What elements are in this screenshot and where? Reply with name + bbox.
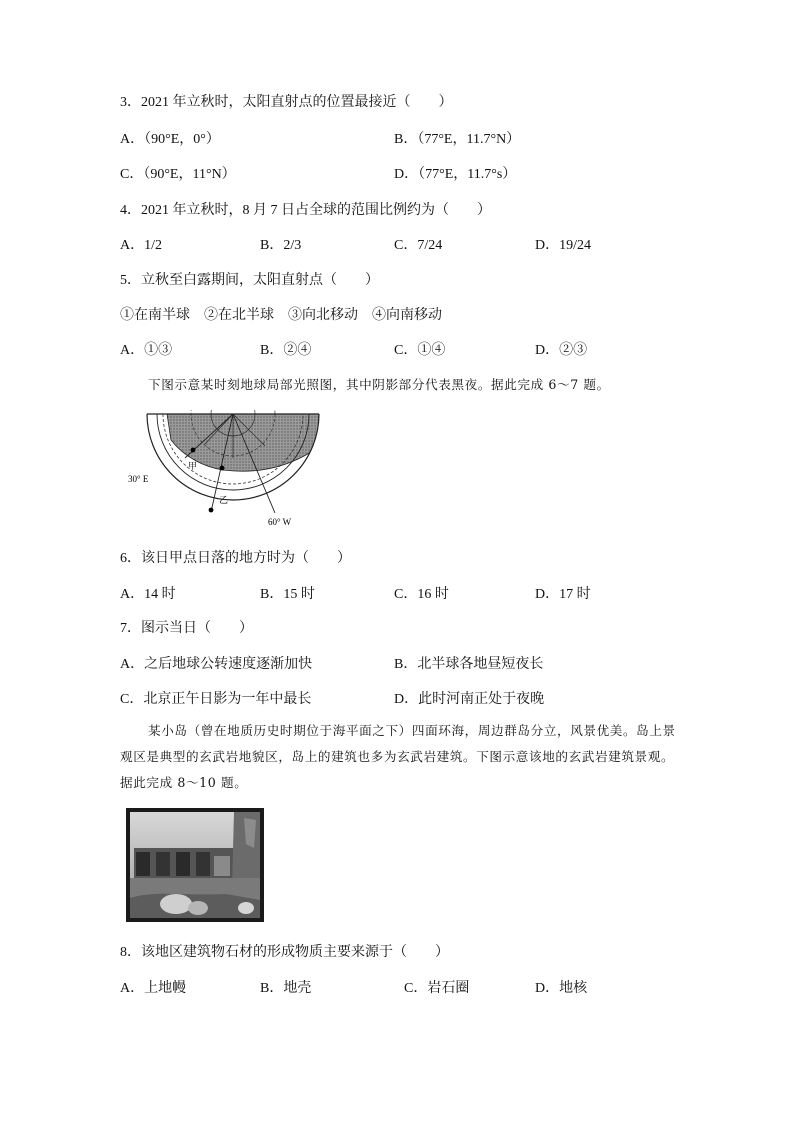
q5-option-d: D．②③ xyxy=(535,343,588,358)
q3-option-d: D．（77°E，11.7°s） xyxy=(394,167,517,182)
label-yi: 乙 xyxy=(219,495,229,505)
q8-option-a: A．上地幔 xyxy=(120,981,187,996)
intro-8-10 xyxy=(120,718,680,796)
q5-option-c: C．①④ xyxy=(394,343,446,358)
q7-option-d: D．此时河南正处于夜晚 xyxy=(394,692,545,707)
q4-stem: 4．2021 年立秋时，8 月 7 日占全球的范围比例约为（ ） xyxy=(120,203,491,218)
q5-option-a: A．①③ xyxy=(120,343,173,358)
q6-option-b: B．15 时 xyxy=(260,587,315,602)
q3-option-c: C．（90°E，11°N） xyxy=(120,167,236,182)
intro-6-7: 下图示意某时刻地球局部光照图，其中阴影部分代表黑夜。据此完成 6～7 题。 xyxy=(148,377,610,392)
q7-option-b: B．北半球各地昼短夜长 xyxy=(394,657,544,672)
q6-option-c: C．16 时 xyxy=(394,587,449,602)
intro-8-10-text: 某小岛（曾在地质历史时期位于海平面之下）四面环海，周边群岛分立，风景优美。岛上景观区是典型的玄武岩地貌区，岛上的建筑也多为玄武岩建筑。下图示意该地的玄武岩建筑景观。据此完成 8～10 题。 xyxy=(120,723,676,790)
q6-stem: 6．该日甲点日落的地方时为（ ） xyxy=(120,551,351,566)
q3-stem: 3．2021 年立秋时，太阳直射点的位置最接近（ ） xyxy=(120,95,453,110)
q3-option-a: A．（90°E，0°） xyxy=(120,132,220,147)
q3-option-b: B．（77°E，11.7°N） xyxy=(394,132,521,147)
q4-option-b: B．2/3 xyxy=(260,238,302,253)
q8-option-b: B．地壳 xyxy=(260,981,312,996)
point-jia xyxy=(191,448,196,453)
label-jia: 甲 xyxy=(188,461,198,471)
q5-option-b: B．②④ xyxy=(260,343,312,358)
q5-stem: 5．立秋至白露期间，太阳直射点（ ） xyxy=(120,273,379,288)
q7-option-c: C．北京正午日影为一年中最长 xyxy=(120,692,312,707)
q5-choices: ①在南半球 ②在北半球 ③向北移动 ④向南移动 xyxy=(120,308,442,323)
q8-stem: 8．该地区建筑物石材的形成物质主要来源于（ ） xyxy=(120,945,449,960)
q6-option-a: A．14 时 xyxy=(120,587,176,602)
q4-option-a: A．1/2 xyxy=(120,238,162,253)
point-2 xyxy=(220,466,225,471)
q8-option-c: C．岩石圈 xyxy=(404,981,470,996)
q8-option-d: D．地核 xyxy=(535,981,588,996)
q7-stem: 7．图示当日（ ） xyxy=(120,621,253,636)
basalt-building-photo xyxy=(126,808,264,922)
q4-option-c: C．7/24 xyxy=(394,238,443,253)
label-30e: 30° E xyxy=(128,474,149,484)
point-yi xyxy=(209,508,214,513)
illumination-diagram xyxy=(125,410,325,530)
label-60w: 60° W xyxy=(268,517,292,527)
q7-option-a: A．之后地球公转速度逐渐加快 xyxy=(120,657,313,672)
q6-option-d: D．17 时 xyxy=(535,587,591,602)
q4-option-d: D．19/24 xyxy=(535,238,591,253)
